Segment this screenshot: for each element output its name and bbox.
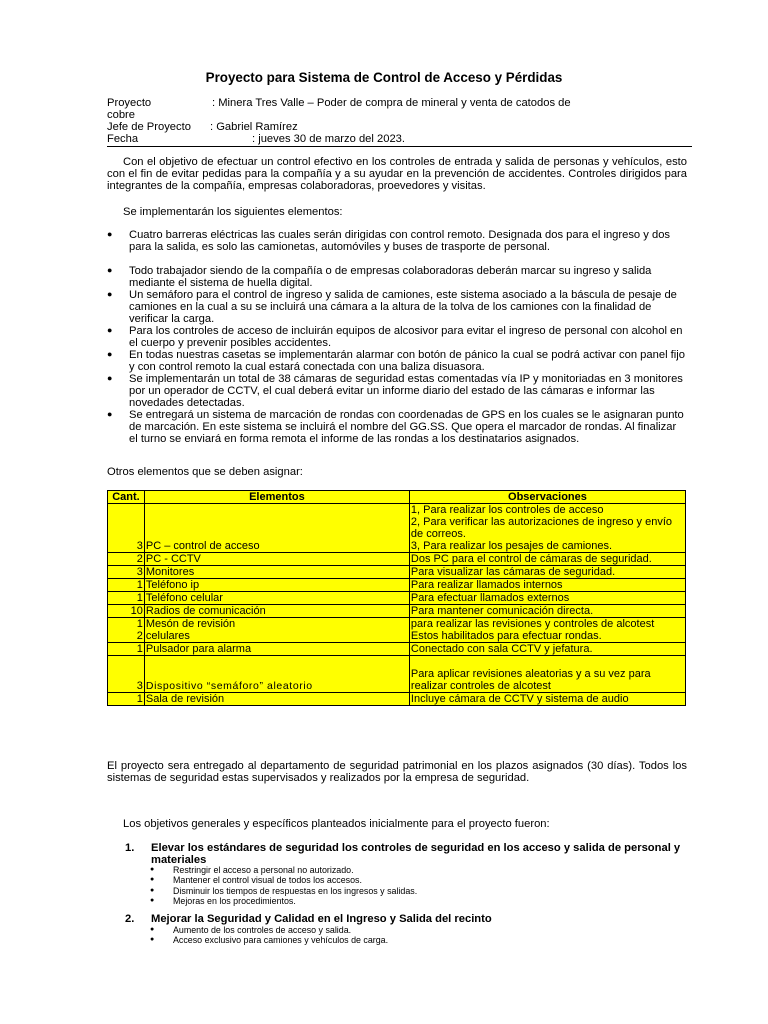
table-row: 1 2 Mesón de revisión celulares para realizar las revisiones y controles de alcotest Estos habilitados para efectuar rondas. [108,618,686,643]
bullet-icon: ● [107,373,113,383]
objective-items: ● Aumento de los controles de acceso y salida. ● Acceso exclusivo para camiones y vehículos de carga. [150,925,389,946]
objective-number: 2. [125,913,135,925]
objetivos-intro: Los objetivos generales y específicos planteados inicialmente para el proyecto fueron: [123,818,550,830]
table-row: 10 Radios de comunicación Para mantener comunicación directa. [108,605,686,618]
objective-title: Elevar los estándares de seguridad los controles de seguridad en los acceso y salida de personal y materiales [151,842,681,866]
bullet-icon: ● [150,896,155,904]
bullet-icon: ● [107,349,113,359]
proyecto-label: Proyecto [107,97,152,109]
table-row: 1 Pulsador para alarma Conectado con sala CCTV y jefatura. [108,643,686,656]
bullet-icon: ● [107,229,113,239]
entrega-paragraph: El proyecto sera entregado al departamento de seguridad patrimonial en los plazos asignados (30 días). Todos los sistemas de seguridad estas supervisados y realizados por la empresa de seguridad. [107,760,687,784]
bullet-icon: ● [150,886,155,894]
bullet-icon: ● [107,289,113,299]
table-row: 1 Teléfono ip Para realizar llamados internos [108,579,686,592]
bullet-icon: ● [150,936,155,944]
header-divider [107,146,692,147]
intro-paragraph: Con el objetivo de efectuar un control efectivo en los controles de entrada y salida de personas y vehículos, esto con el fin de evitar pedidas para la compañía y a su ayudar en la prevención de accidentes. Controles dirigidos para integrantes de la compañía, empresas colaboradoras, proevedores y visitas. [107,156,687,192]
bullet-icon: ● [150,876,155,884]
table-row: 2 PC - CCTV Dos PC para el control de cámaras de seguridad. [108,553,686,566]
jefe-value: : Gabriel Ramírez [210,121,298,133]
bullet-icon: ● [107,409,113,419]
bullet-icon: ● [150,866,155,873]
bullet-icon: ● [107,265,113,275]
fecha-label: Fecha [107,133,139,145]
proyecto-value: : Minera Tres Valle – Poder de compra de mineral y venta de catodos de [212,97,571,109]
bullet-icon: ● [150,926,155,933]
proyecto-cont: cobre [107,109,135,121]
jefe-label: Jefe de Proyecto [107,121,191,133]
elements-table [107,490,686,706]
table-row: 3 PC – control de acceso 1, Para realizar los controles de acceso 2, Para verificar las autorizaciones de ingreso y envío de correos. 3, Para realizar los pesajes de camiones. [108,504,686,553]
otros-heading: Otros elementos que se deben asignar: [107,466,303,478]
document-title: Proyecto para Sistema de Control de Acceso y Pérdidas [205,70,563,85]
table-row: 1 Sala de revisión Incluye cámara de CCTV y sistema de audio [108,693,686,706]
intro-line-2: Se implementarán los siguientes elementos: [123,206,343,218]
objective-title: Mejorar la Seguridad y Calidad en el Ingreso y Salida del recinto [151,913,492,925]
table-row: 3 Monitores Para visualizar las cámaras de seguridad. [108,566,686,579]
objective-items: ● Restringir el acceso a personal no autorizado. ● Mantener el control visual de todos los accesos. ● Disminuir los tiempos de respuestas en los ingresos y salidas. ● Mejoras en los procedimientos. [150,865,418,906]
table-row: 1 Teléfono celular Para efectuar llamados externos [108,592,686,605]
table-header-row [108,491,686,504]
objective-number: 1. [125,842,135,854]
header-cant: Cant. [108,491,145,504]
header-elementos: Elementos [144,491,409,504]
project-meta [107,97,692,147]
header-observaciones: Observaciones [409,491,685,504]
bullet-icon: ● [107,325,113,335]
fecha-value: : jueves 30 de marzo del 2023. [252,133,405,145]
table-row: 3 Dispositivo “semáforo” aleatorio Para aplicar revisiones aleatorias y a su vez para realizar controles de alcotest [108,656,686,693]
